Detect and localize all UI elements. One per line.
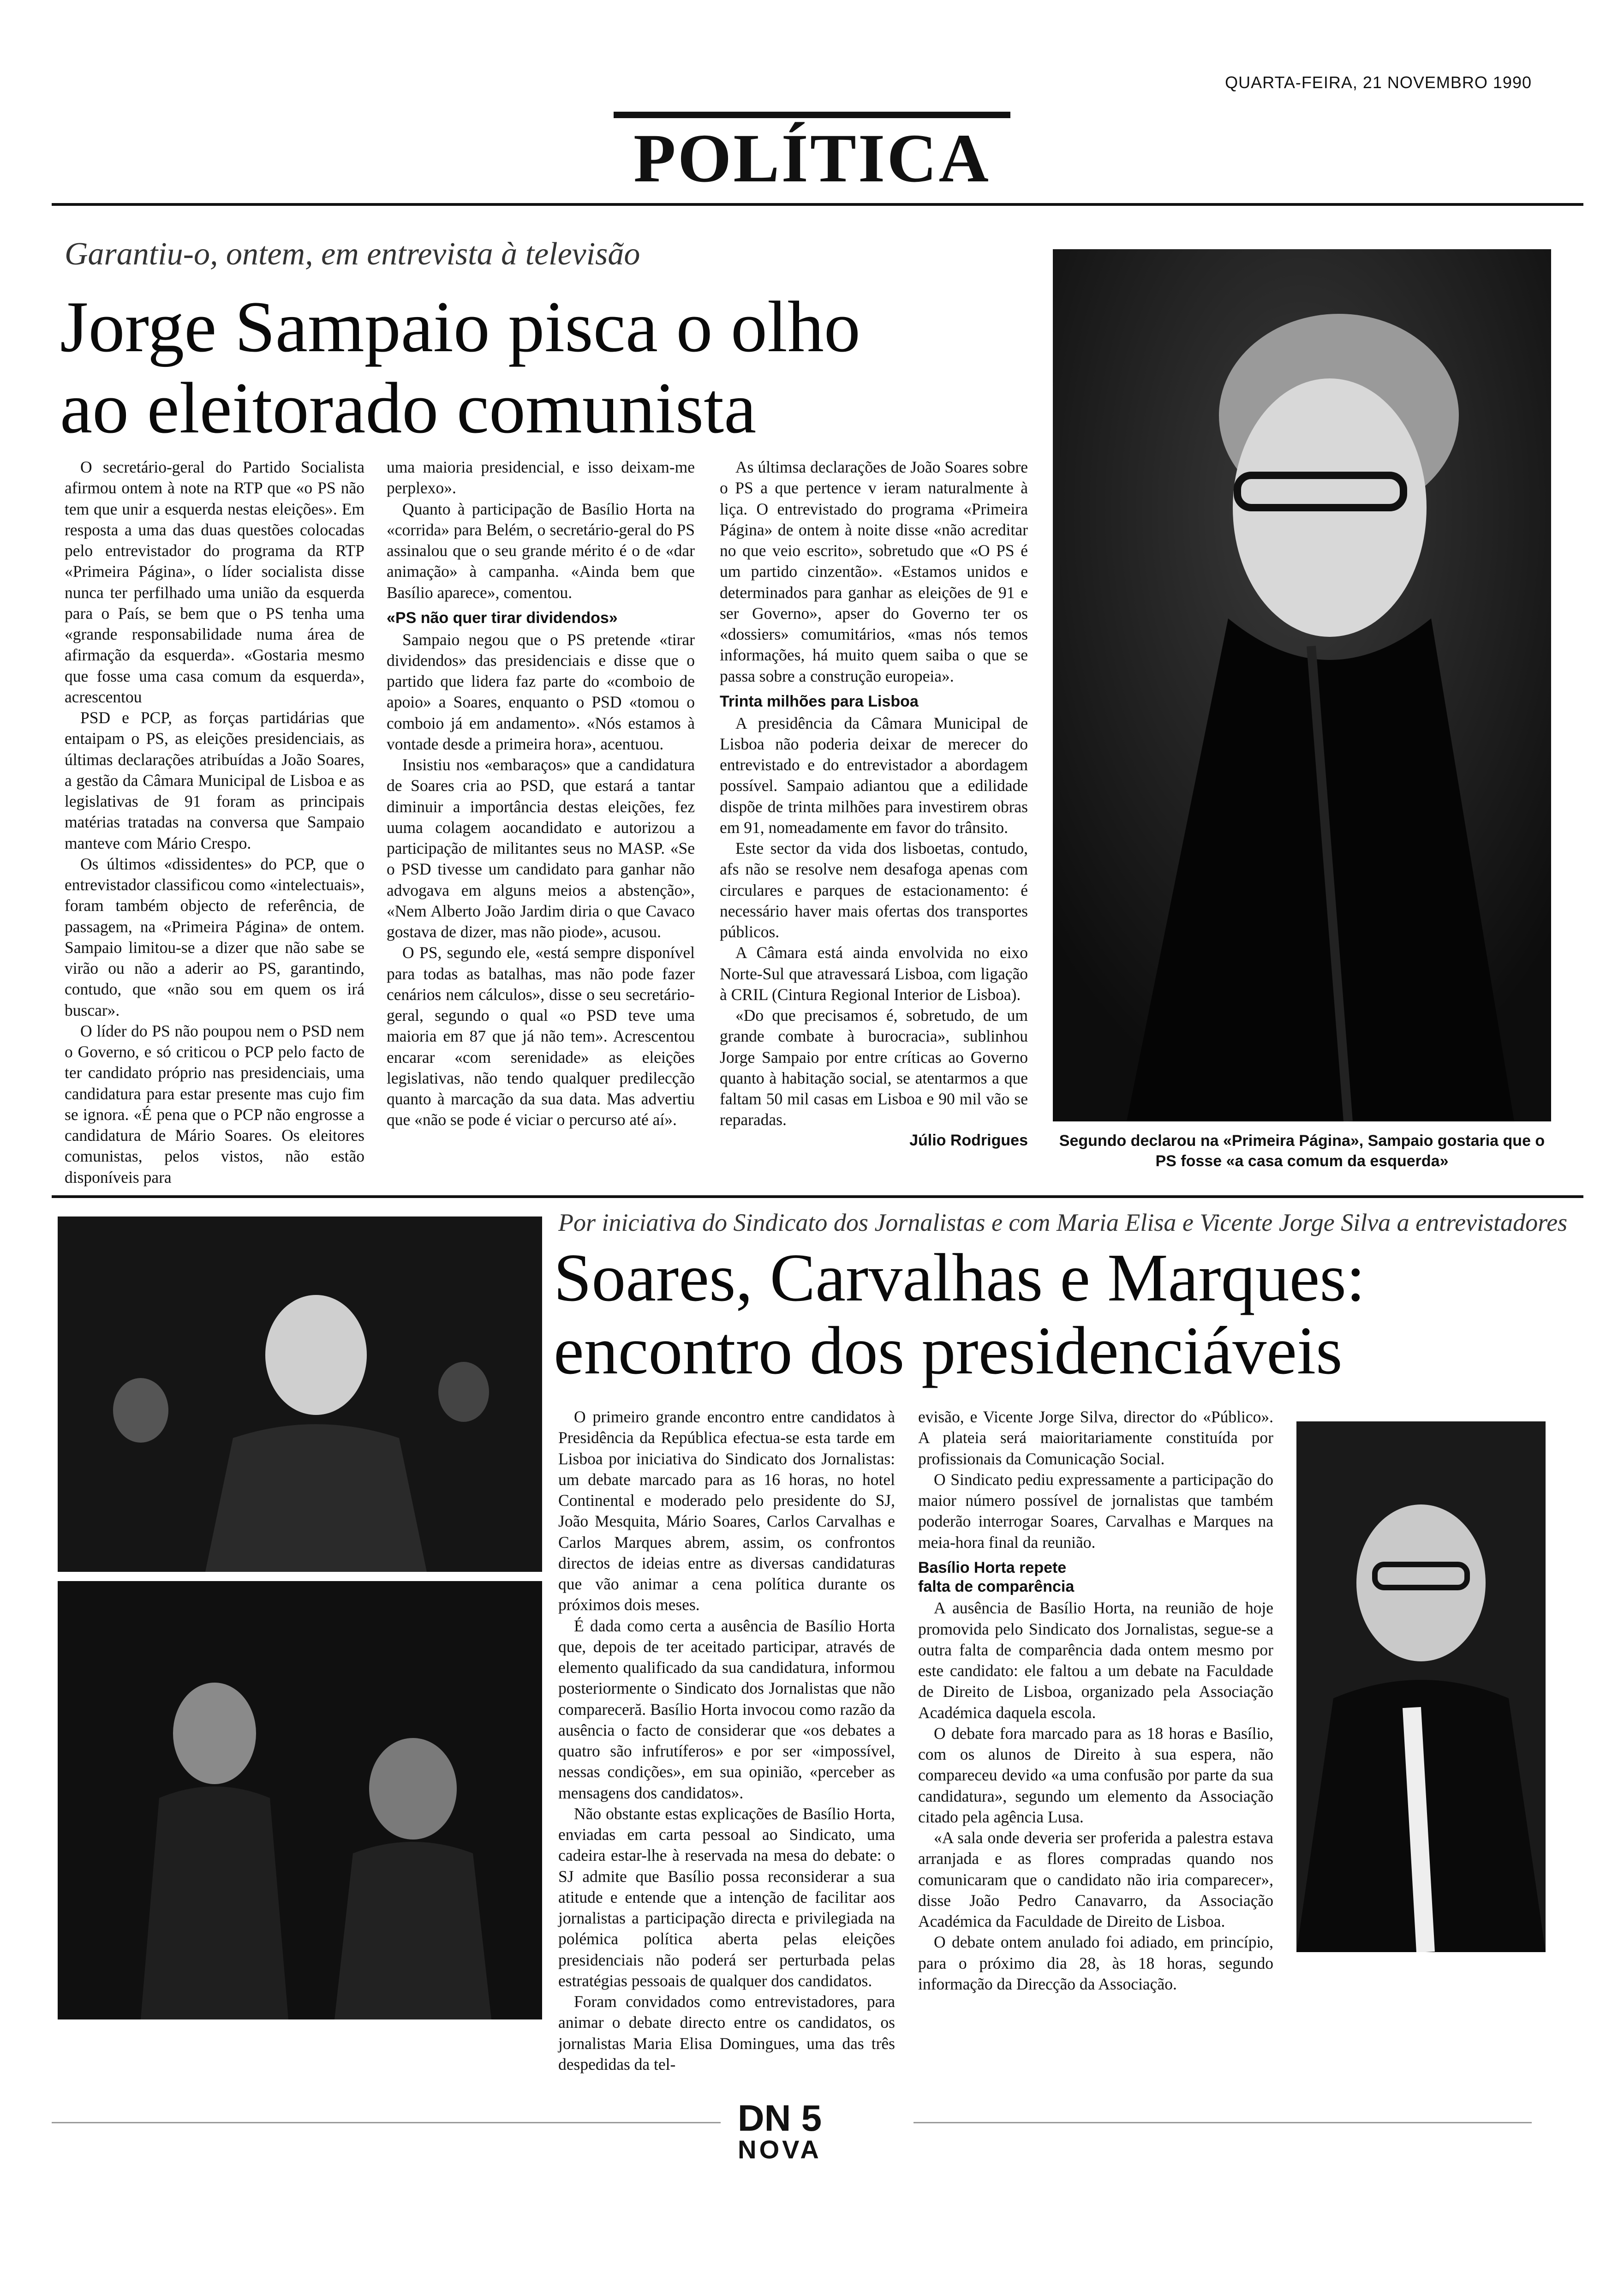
header-divider [52, 203, 1583, 206]
paragraph: «Do que precisamos é, sobretudo, de um grande combate à burocracia», sublinhou Jorge Sampaio por entre críticas ao Governo quanto à habitação social, se atentarmos a que faltam 50 mil casas em Lisboa e 90 mil vão se reparadas. [720, 1006, 1028, 1129]
paragraph: uma maioria presidencial, e isso deixam-me perplexo». [387, 458, 695, 497]
paragraph: O debate ontem anulado foi adiado, em princípio, para o próximo dia 28, às 18 horas, segundo informação da Direcção da Associação. [918, 1933, 1273, 1993]
paragraph: A presidência da Câmara Municipal de Lisboa não poderia deixar de merecer do entrevistado e do entrevistador a abordagem possível. Sampaio adiantou que a edilidade dispõe de trinta milhões para investirem obras em 91, nomeadamente em favor do trânsito. [720, 713, 1028, 837]
paragraph: Quanto à participação de Basílio Horta na «corrida» para Belém, o secretário-geral do PS assinalou que o seu grande mérito é o de «dar animação» à campanha. «Ainda bem que Basílio aparece», comentou. [387, 499, 695, 602]
subheading [918, 1558, 1273, 1596]
paragraph: É dada como certa a ausência de Basílio Horta que, depois de ter aceitado participar, através de elemento qualificado da sua candidatura, informou posteriormente o Sindicato dos Jornalistas que não compareceră. Basílio Horta invocou como razão da ausência o facto de considerar que «os debates a quatro são infrutíferos» e por ser «impossível, nessas condições», em sua opinião, «perceber as mensagens dos candidatos». [558, 1616, 895, 1802]
article2-kicker: Por iniciativa do Sindicato dos Jornalistas e com Maria Elisa e Vicente Jorge Silva a entrevistadores [558, 1209, 1568, 1236]
subheading-line: Basílio Horta repete [918, 1558, 1067, 1576]
article1-headline-line1: Jorge Sampaio pisca o olho [60, 287, 860, 367]
article2-column-1 [558, 1407, 895, 2075]
candidate-portrait-illustration [1296, 1421, 1546, 1952]
footer-right-rule [914, 2122, 1532, 2123]
article2-column-2 [918, 1407, 1273, 1995]
footer-left-rule [52, 2122, 721, 2123]
candidates-illustration [58, 1216, 542, 2019]
article1-headline-line2: ao eleitorado comunista [60, 368, 757, 449]
section-title: POLÍTICA [633, 120, 991, 197]
article1-column-3 [720, 457, 1028, 1150]
author-signature: Júlio Rodrigues [909, 1131, 1028, 1149]
candidates-photo-stack [58, 1216, 542, 2019]
paragraph: «A sala onde deveria ser proferida a palestra estava arranjada e as flores compradas quando nos comunicaram que o candidato não iria comparecer», disse João Pedro Canavarro, da Associação Académica da Faculdade de Direito de Lisboa. [918, 1828, 1273, 1931]
candidate-portrait-photo [1296, 1421, 1546, 1952]
article2-headline-line1: Soares, Carvalhas e Marques: [554, 1240, 1366, 1316]
paragraph: Foram convidados como entrevistadores, para animar o debate directo entre os candidatos, os jornalistas Maria Elisa Domingues, uma das três despedidas da tel- [558, 1992, 895, 2073]
article1-kicker: Garantiu-o, ontem, em entrevista à televisão [65, 236, 640, 272]
paragraph: A Câmara está ainda envolvida no eixo Norte-Sul que atravessará Lisboa, com ligação à CRIL (Cintura Regional Interior de Lisboa). [720, 943, 1028, 1004]
subheading: Trinta milhões para Lisboa [720, 692, 919, 710]
section-top-rule [614, 112, 1010, 118]
footer-page-mark [706, 2097, 854, 2164]
article1-column-1 [65, 457, 364, 1188]
paragraph: Insistiu nos «embaraços» que a candidatura de Soares cria ao PSD, que estará a tantar diminuir a importância destas eleições, fez uuma colagem aocandidato e autorizou a participação de militantes seus no MASP. «Se o PSD tivesse um candidato para ganhar não advogava em alguns meios a abstenção», «Nem Alberto João Jardim diria o que Cavaco gostava de dizer, mas não piode», acusou. [387, 755, 695, 941]
paragraph: O debate fora marcado para as 18 horas e Basílio, com os alunos de Direito à sua espera, não compareceu devido «a uma confusão por parte da sua candidatura», segundo um elemento da Associação citado pela agência Lusa. [918, 1724, 1273, 1826]
page-mark-sub: NOVA [738, 2135, 822, 2164]
paragraph: Este sector da vida dos lisboetas, contudo, afs não se resolve nem desafoga apenas com circulares e parques de estacionamento: é necessário haver mais ofertas dos transportes públicos. [720, 839, 1028, 941]
paragraph: PSD e PCP, as forças partidárias que entaipam o PS, as eleições presidenciais, as últimas declarações atribuídas a João Soares, a gestão da Câmara Municipal de Lisboa e as legislativas de 91 foram as principais matérias tratadas na conversa que Sampaio manteve com Mário Crespo. [65, 708, 364, 852]
paragraph: As últimsa declarações de João Soares sobre o PS a que pertence v ieram naturalmente à liça. O entrevistado do programa «Primeira Página» de ontem à noite disse «não acreditar no que veio escrito», sobretudo que «O PS é um partido cinzentão». «Estamos unidos e determinados para ganhar as eleições de 91 e ser Governo», apser do Governo ter os «dossiers» comumitários, «mas nós temos informações, há muito quem saiba o que se passa sobre a construção europeia». [720, 458, 1028, 685]
portrait-illustration [1053, 249, 1551, 1121]
paragraph: O Sindicato pediu expressamente a participação do maior número possível de jornalistas que também poderão interrogar Soares, Carvalhas e Marques na meia-hora final da reunião. [918, 1470, 1273, 1552]
paragraph: evisão, e Vicente Jorge Silva, director do «Público». A plateia será maioritariamente constituída por profissionais da Comunicação Social. [918, 1408, 1273, 1468]
portrait-caption: Segundo declarou na «Primeira Página», Sampaio gostaria que o PS fosse «a casa comum da esquerda» [1059, 1132, 1545, 1170]
sampaio-portrait-photo [1053, 249, 1551, 1121]
article2-headline-line2: encontro dos presidenciáveis [554, 1313, 1343, 1389]
paragraph: Não obstante estas explicações de Basílio Horta, enviadas em carta pessoal ao Sindicato, uma cadeira estar-lhe à reservada na mesa do debate: o SJ admite que Basílio possa reconsiderar a sua atitude e entende que a intenção de facilitar aos jornalistas a participação directa e privilegiada na polémica política aberta pelas eleições presidenciais não poderá ser perturbada pelas estratégias pessoais de qualquer dos candidatos. [558, 1804, 895, 1990]
paragraph: A ausência de Basílio Horta, na reunião de hoje promovida pelo Sindicato dos Jornalistas, segue-se a outra falta de comparência dada ontem mesmo por este candidato: ele faltou a um debate na Faculdade de Direito de Lisboa, organizado pela Associação Académica daquela escola. [918, 1599, 1273, 1722]
story-divider [52, 1195, 1583, 1198]
paragraph: O PS, segundo ele, «está sempre disponível para todas as batalhas, mas não pode fazer cenários nem cálculos», disse o seu secretário-geral, segundo o qual «o PSD teve uma maioria em 87 que já não tem». Acrescentou encarar «com serenidade» as eleições legislativas, não tendo qualquer predilecção quanto à marcação da sua data. Mas advertiu que «não se pode é viciar o percurso até aí». [387, 943, 695, 1129]
issue-date: QUARTA-FEIRA, 21 NOVEMBRO 1990 [1225, 73, 1532, 92]
article1-column-2 [387, 457, 695, 1131]
paragraph: O líder do PS não poupou nem o PSD nem o Governo, e só criticou o PCP pelo facto de ter candidato próprio nas presidenciais, uma candidatura para estar presente mas cujo fim se ignora. «É pena que o PCP não engrosse a candidatura de Mário Soares. Os eleitores comunistas, pelos vistos, não estão disponíveis para [65, 1021, 364, 1186]
page-mark-text: DN 5 [737, 2097, 822, 2139]
subheading: «PS não quer tirar dividendos» [387, 609, 618, 627]
paragraph: Sampaio negou que o PS pretende «tirar dividendos» das presidenciais e disse que o partido que lidera faz parte do «comboio de apoio» a Soares, enquanto o PSD «tomou o comboio já em andamento». «Nós estamos à vontade desde a primeira hora», acentuou. [387, 630, 695, 753]
paragraph: O secretário-geral do Partido Socialista afirmou ontem à note na RTP que «o PS não tem que unir a esquerda nestas eleições». Em resposta a uma das duas questões colocadas pelo entrevistador do programa da RTP «Primeira Página», o líder socialista disse nunca ter perfilhado uma união da esquerda para o País, se bem que o PS tenha uma «grande responsabilidade numa área de afirmação da esquerda». «Gostaria mesmo que fosse uma casa comum da esquerda», acrescentou [65, 458, 364, 706]
paragraph: Os últimos «dissidentes» do PCP, que o entrevistador classificou como «intelectuais», foram também objecto de referência, de passagem, na «Primeira Página» de ontem. Sampaio limitou-se a dizer que não sabe se virão ou não a aderir ao PS, garantindo, contudo, que «não sou em quem os irá buscar». [65, 854, 364, 1019]
paragraph: O primeiro grande encontro entre candidatos à Presidência da República efectua-se esta tarde em Lisboa por iniciativa do Sindicato dos Jornalistas: um debate marcado para as 16 horas, no hotel Continental e moderado pelo presidente do SJ, João Mesquita, Mário Soares, Carlos Carvalhas e Carlos Marques abrem, assim, os confrontos directos de ideias entre as diversas candidaturas que vão animar a cena política durante os próximos dois meses. [558, 1408, 895, 1614]
subheading-line: falta de comparência [918, 1577, 1075, 1595]
